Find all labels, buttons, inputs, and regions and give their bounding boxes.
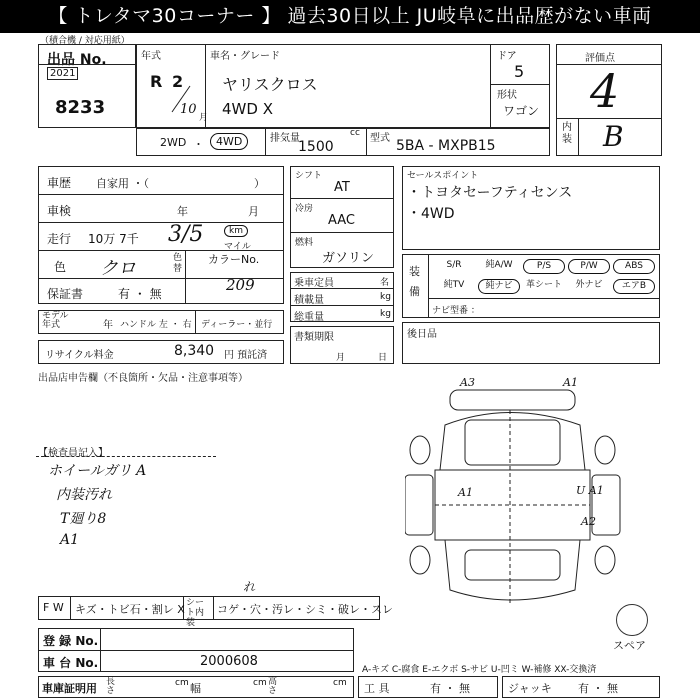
lot-label: 出品 No.	[47, 52, 107, 68]
shape-label: 形状	[497, 90, 517, 101]
tools-label: 工 具	[364, 682, 390, 695]
seat-label: シート内装	[186, 598, 205, 628]
load-label: 積載量	[294, 295, 324, 306]
color-label: 色	[54, 260, 67, 274]
inspection-month: 月	[248, 205, 259, 218]
recycle-unit: 円 預託済	[224, 350, 268, 361]
engine-value: 1500	[298, 139, 334, 155]
selling-point-1: ・トヨタセーフティセンス	[407, 185, 573, 201]
year-value: 2	[172, 72, 184, 91]
cert-cm-3: cm	[333, 678, 347, 688]
rating-value: 4	[590, 64, 620, 118]
reg-expiry-month: 月	[336, 353, 346, 363]
cert-height: 高さ	[268, 677, 278, 696]
spare-label: スペア	[613, 639, 646, 652]
year-era: R	[150, 72, 163, 91]
fw-label: F W	[43, 601, 64, 614]
mark-a3: A3	[460, 376, 475, 389]
nav-model-label: ナビ型番 ：	[432, 306, 480, 316]
load-unit: kg	[380, 292, 391, 302]
equipment-item: P/W	[568, 259, 610, 274]
equipment-item: S/R	[446, 260, 462, 270]
history-label: 車歴	[47, 176, 72, 190]
equipment-item: 革シート	[525, 280, 562, 290]
equipment-item: 外ナビ	[575, 280, 603, 290]
mileage-value: 10万 7千	[88, 232, 139, 246]
dealer-notes-label: 出品店申告欄（不良箇所・欠品・注意事項等）	[38, 373, 248, 384]
weight-unit: kg	[380, 309, 391, 319]
reg-expiry-label: 書類期限	[294, 332, 334, 343]
interior-value: B	[603, 120, 624, 153]
post-notes-label: 後日品	[407, 329, 437, 340]
shift-label: シフト	[295, 171, 323, 181]
capacity-label: 乗車定員	[294, 278, 334, 289]
history-value: 自家用 ・（	[96, 177, 149, 190]
weight-label: 総重量	[294, 312, 324, 323]
sub-note: （積合機 / 対応用紙）	[40, 36, 130, 46]
model-year-year: 年	[103, 320, 113, 331]
year-slash	[150, 84, 200, 114]
seat-items: コゲ・穴・汚レ・シミ・破レ・スレ	[217, 603, 393, 616]
fw-items: キズ・トビ石・割レ X	[75, 603, 185, 616]
history-close: ）	[254, 177, 265, 190]
selling-label: セールスポイント	[407, 171, 479, 181]
registration-label: 登 録 No.	[43, 634, 99, 648]
chassis-value: 2000608	[200, 654, 258, 669]
year-stamp: 2021	[47, 67, 78, 80]
cert-label: 車庫証明用	[42, 682, 97, 695]
drive-4wd: 4WD	[210, 133, 248, 150]
seat-mark: れ	[243, 580, 256, 594]
cert-length: 長さ	[106, 677, 116, 696]
equipment-item: 純A/W	[485, 260, 513, 270]
drive-2wd: 2WD	[160, 136, 187, 149]
year-label: 年式	[141, 51, 161, 62]
type-label: 型式	[370, 133, 390, 144]
color-change-label: 色替	[173, 253, 183, 274]
damage-legend: A-キズ C-腐食 E-エクボ S-サビ U-凹ミ W-補修 XX-交換済	[362, 665, 597, 675]
tools-value: 有 ・ 無	[430, 682, 470, 695]
inspector-line-4: A1	[60, 532, 80, 548]
inspector-line-1: ホイールガリ A	[48, 463, 147, 479]
fuel-value: ガソリン	[322, 251, 375, 266]
equipment-item: エアB	[613, 279, 655, 294]
rating-label: 評価点	[585, 53, 615, 64]
interior-label: 内装	[562, 122, 572, 145]
recycle-label: リサイクル料金	[45, 350, 114, 361]
shift-value: AT	[334, 180, 350, 195]
warranty-value: 有 ・ 無	[118, 287, 162, 301]
inspector-line-2: 内装汚れ	[56, 487, 112, 503]
mileage-handwritten: 3/5	[168, 222, 204, 247]
inspection-label: 車検	[47, 204, 72, 218]
cert-cm-1: cm	[175, 678, 189, 688]
mileage-km: km	[224, 225, 248, 237]
reg-expiry-day: 日	[378, 353, 388, 363]
capacity-unit: 名	[380, 278, 390, 288]
mark-a1-top: A1	[563, 376, 578, 389]
color-code: 209	[226, 276, 255, 294]
equipment-item: ABS	[613, 259, 655, 274]
mark-a2: A2	[581, 515, 596, 528]
cert-cm-2: cm	[253, 678, 267, 688]
engine-label: 排気量	[270, 133, 300, 144]
mileage-mile: マイル	[224, 242, 251, 252]
model-name: ヤリスクロス	[222, 75, 318, 94]
jack-value: 有 ・ 無	[578, 682, 618, 695]
mileage-label: 走行	[47, 232, 72, 246]
mark-ua1: U A1	[576, 484, 604, 497]
cert-width: 幅	[190, 682, 201, 695]
model-grade: 4WD X	[222, 100, 273, 118]
fuel-label: 燃料	[295, 238, 314, 248]
selling-point-2: ・4WD	[407, 206, 455, 222]
lot-box	[38, 44, 136, 128]
equipment-label: 装備	[409, 265, 420, 298]
post-notes-box	[402, 322, 660, 364]
chassis-label: 車 台 No.	[43, 656, 99, 670]
recycle-value: 8,340	[174, 343, 215, 359]
equipment-item: 純TV	[443, 280, 465, 290]
color-code-label: カラーNo.	[208, 253, 260, 266]
doors-label: ドア	[497, 51, 517, 62]
ac-value: AAC	[328, 213, 355, 228]
jack-label: ジャッキ	[508, 682, 552, 695]
inspector-line-3: T廻り8	[60, 511, 107, 527]
type-value: 5BA - MXPB15	[396, 138, 496, 154]
ac-label: 冷房	[295, 204, 314, 214]
shape-value: ワゴン	[503, 104, 540, 118]
year-month: 10	[180, 102, 197, 117]
lot-number: 8233	[55, 97, 106, 118]
car-diagram	[405, 380, 645, 620]
doors-value: 5	[514, 62, 525, 81]
inspector-label: 【検査員記入】	[38, 448, 108, 459]
drive-sep: ・	[193, 138, 204, 151]
model-year-label: モデル年式	[42, 311, 69, 330]
banner: 【 トレタマ30コーナー 】 過去30日以上 JU岐阜に出品歴がない車両	[0, 0, 700, 33]
warranty-label: 保証書	[47, 287, 84, 301]
year-month-unit: 月	[199, 113, 209, 123]
mark-a1-left: A1	[458, 486, 473, 499]
equipment-item: 純ナビ	[478, 279, 520, 294]
model-label: 車名・グレード	[210, 51, 280, 62]
model-year-dealer: ディーラー・並行	[201, 320, 273, 330]
color-value: クロ	[100, 258, 136, 279]
spare-tire-icon	[616, 604, 648, 636]
inspection-year: 年	[177, 205, 188, 218]
engine-unit: cc	[350, 128, 360, 138]
model-year-handle: ハンドル 左 ・ 右	[120, 320, 192, 330]
equipment-item: P/S	[523, 259, 565, 274]
